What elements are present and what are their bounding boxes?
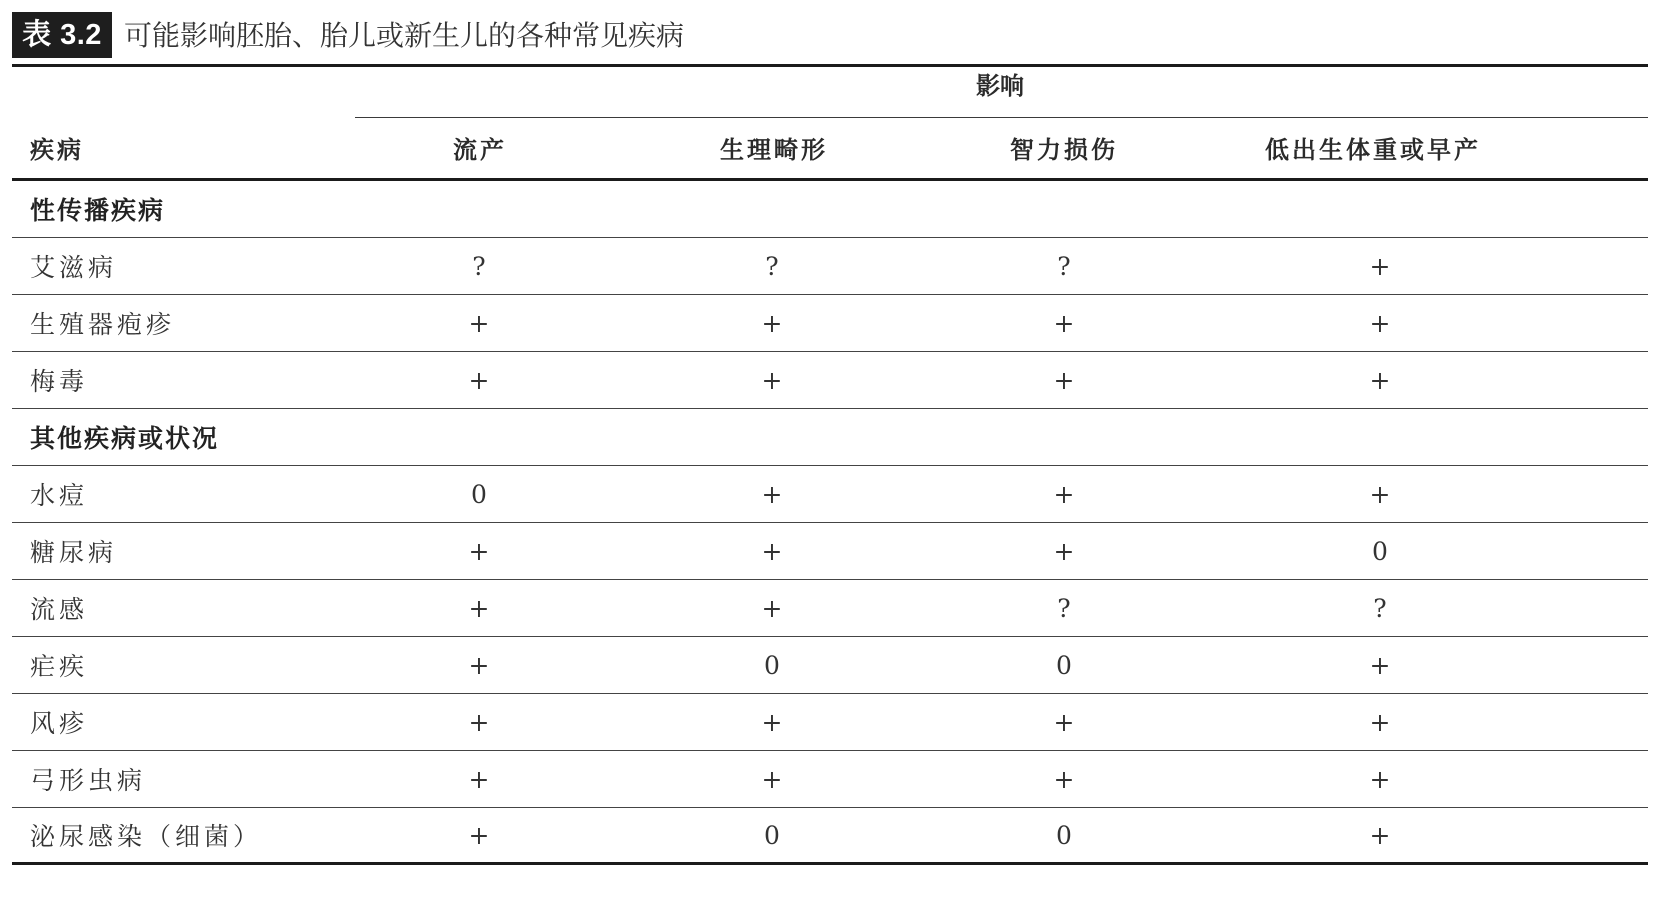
column-header-intellectual-impairment: 智力损伤	[1010, 136, 1118, 164]
table-row	[12, 580, 1648, 637]
cell-miscarriage: ?	[472, 251, 486, 281]
table-row	[12, 751, 1648, 808]
cell-intellectual-impairment: +	[1053, 479, 1075, 509]
cell-intellectual-impairment: ?	[1057, 251, 1071, 281]
column-header-miscarriage: 流产	[453, 136, 507, 164]
cell-miscarriage: +	[468, 536, 490, 566]
cell-low-birth-weight: +	[1369, 251, 1391, 281]
effects-group-header: 影响	[976, 72, 1024, 100]
cell-low-birth-weight: +	[1369, 764, 1391, 794]
cell-miscarriage: +	[468, 593, 490, 623]
disease-name: 弓形虫病	[30, 766, 147, 795]
cell-miscarriage: +	[468, 650, 490, 680]
cell-miscarriage: 0	[471, 479, 487, 509]
cell-intellectual-impairment: ?	[1057, 593, 1071, 623]
cell-intellectual-impairment: +	[1053, 764, 1075, 794]
cell-miscarriage: +	[468, 820, 490, 850]
cell-malformation: +	[761, 593, 783, 623]
disease-name: 风疹	[30, 709, 89, 738]
cell-malformation: +	[761, 764, 783, 794]
disease-name: 疟疾	[30, 652, 89, 681]
cell-malformation: +	[761, 707, 783, 737]
section-row	[12, 181, 1648, 238]
column-header-malformation: 生理畸形	[720, 136, 828, 164]
cell-intellectual-impairment: +	[1053, 707, 1075, 737]
cell-low-birth-weight: 0	[1372, 536, 1388, 566]
cell-low-birth-weight: +	[1369, 820, 1391, 850]
table-title: 可能影响胚胎、胎儿或新生儿的各种常见疾病	[124, 19, 685, 52]
table-row	[12, 238, 1648, 295]
cell-intellectual-impairment: +	[1053, 536, 1075, 566]
cell-malformation: ?	[765, 251, 779, 281]
cell-malformation: 0	[764, 820, 780, 850]
section-row	[12, 409, 1648, 466]
disease-name: 糖尿病	[30, 538, 118, 567]
disease-name: 梅毒	[30, 367, 89, 396]
table-number-label: 表 3.2	[12, 12, 112, 58]
cell-intellectual-impairment: +	[1053, 308, 1075, 338]
section-title: 其他疾病或状况	[30, 424, 220, 453]
cell-low-birth-weight: +	[1369, 308, 1391, 338]
disease-name: 水痘	[30, 481, 89, 510]
table-row	[12, 523, 1648, 580]
table-row	[12, 637, 1648, 694]
cell-malformation: +	[761, 479, 783, 509]
disease-name: 艾滋病	[30, 253, 118, 282]
cell-miscarriage: +	[468, 365, 490, 395]
table-row	[12, 295, 1648, 352]
cell-miscarriage: +	[468, 764, 490, 794]
column-header-low-birth-weight: 低出生体重或早产	[1265, 136, 1481, 164]
table-row	[12, 808, 1648, 865]
group-header-rule	[355, 117, 1648, 118]
cell-low-birth-weight: +	[1369, 650, 1391, 680]
cell-miscarriage: +	[468, 308, 490, 338]
disease-name: 泌尿感染（细菌）	[30, 822, 263, 851]
disease-name: 流感	[30, 595, 89, 624]
cell-intellectual-impairment: 0	[1056, 820, 1072, 850]
table-caption	[12, 8, 1648, 58]
cell-malformation: +	[761, 536, 783, 566]
table-row	[12, 466, 1648, 523]
disease-name: 生殖器疱疹	[30, 310, 176, 339]
cell-malformation: +	[761, 308, 783, 338]
cell-intellectual-impairment: 0	[1056, 650, 1072, 680]
cell-low-birth-weight: +	[1369, 365, 1391, 395]
cell-low-birth-weight: +	[1369, 707, 1391, 737]
cell-low-birth-weight: +	[1369, 479, 1391, 509]
cell-malformation: 0	[764, 650, 780, 680]
cell-intellectual-impairment: +	[1053, 365, 1075, 395]
caption-rule	[12, 64, 1648, 67]
cell-miscarriage: +	[468, 707, 490, 737]
cell-malformation: +	[761, 365, 783, 395]
table-row	[12, 694, 1648, 751]
cell-low-birth-weight: ?	[1373, 593, 1387, 623]
table-row	[12, 352, 1648, 409]
section-title: 性传播疾病	[30, 196, 166, 225]
column-header-disease: 疾病	[30, 136, 84, 164]
